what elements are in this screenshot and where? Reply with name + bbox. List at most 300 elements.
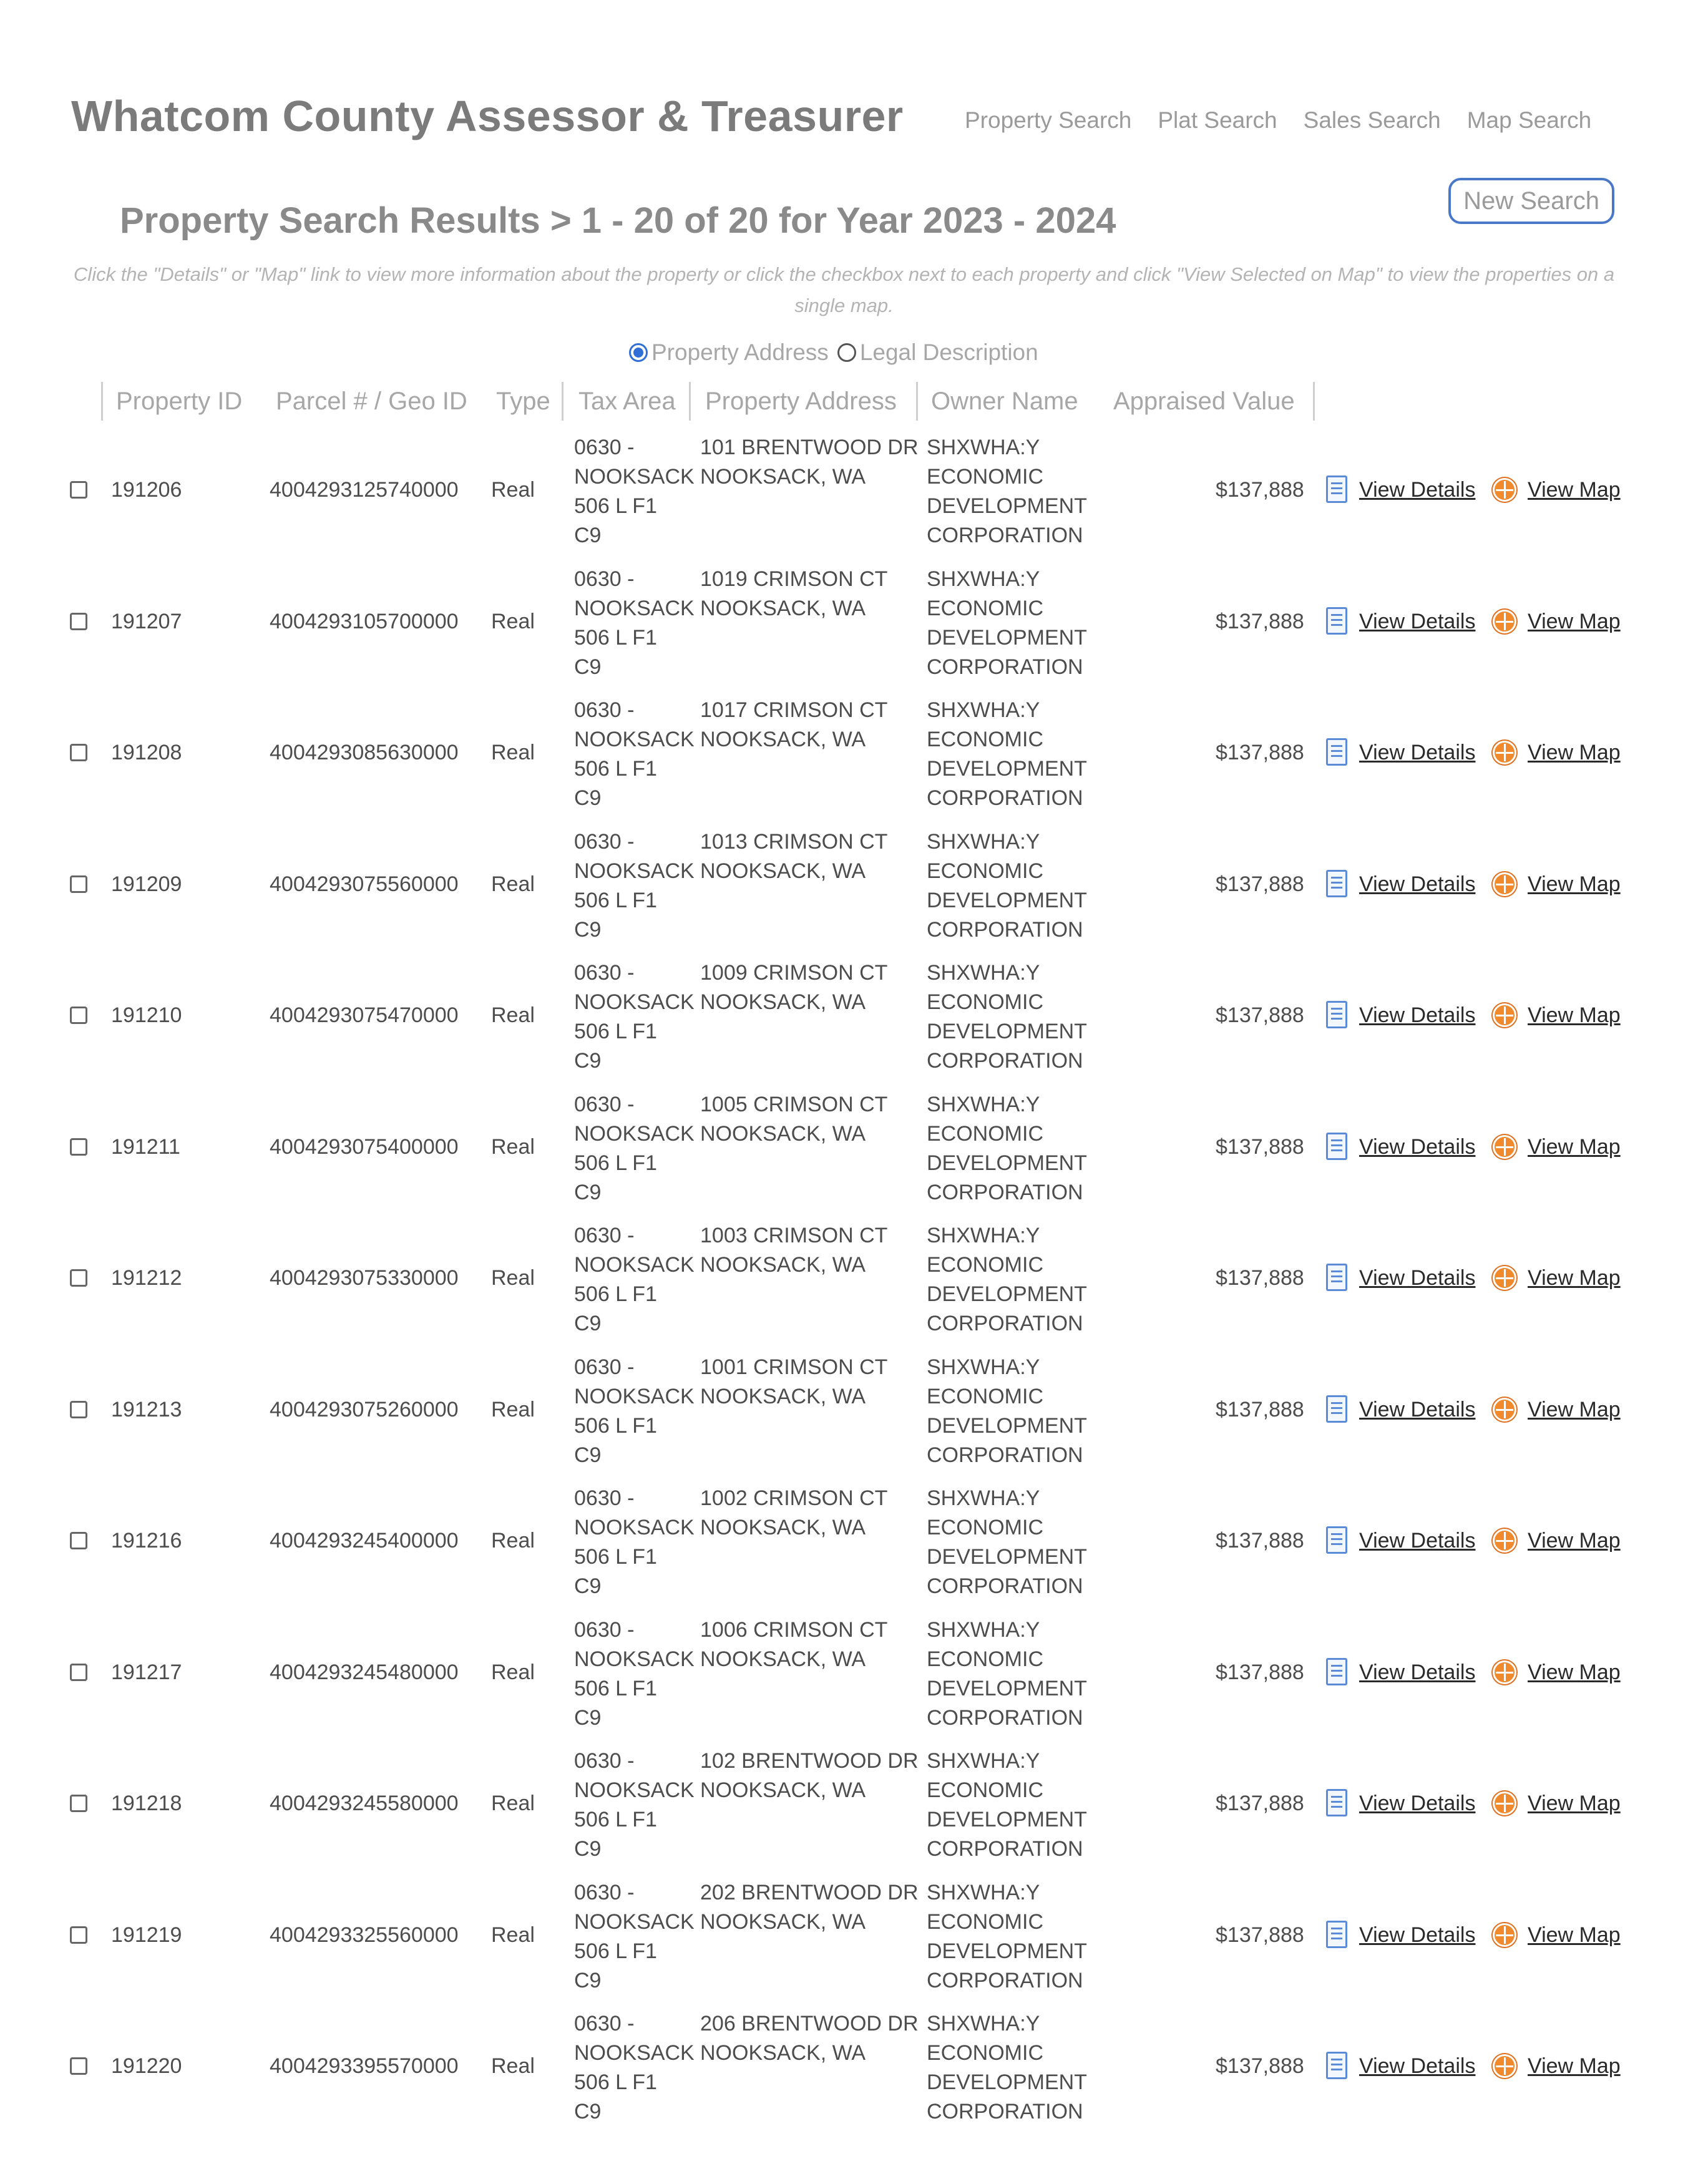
- top-nav: [965, 107, 1591, 134]
- table-row: [0, 1873, 1688, 2004]
- tax-area: [574, 1878, 695, 1996]
- owner-line: CORPORATION: [927, 1049, 1083, 1073]
- tax-area-line: 0630 -: [574, 698, 635, 722]
- header-divider: [1313, 382, 1315, 421]
- col-parcel-geo-id[interactable]: Parcel # / Geo ID: [276, 388, 467, 415]
- table-row: [0, 1611, 1688, 1741]
- nav-plat-search[interactable]: Plat Search: [1158, 107, 1277, 133]
- property-address-label: Property Address: [651, 339, 829, 365]
- tax-area-line: C9: [574, 655, 602, 679]
- property-id: 191217: [111, 1660, 182, 1684]
- owner-line: CORPORATION: [927, 1705, 1083, 1730]
- owner-line: DEVELOPMENT: [927, 1939, 1087, 1963]
- document-icon[interactable]: [1326, 1133, 1347, 1160]
- view-map-link[interactable]: View Map: [1528, 1397, 1621, 1421]
- row-select-checkbox[interactable]: [70, 1664, 87, 1681]
- owner-line: SHXWHA:Y: [927, 1355, 1040, 1379]
- tax-area-line: C9: [574, 1312, 602, 1335]
- tax-area-line: NOOKSACK: [574, 728, 695, 751]
- view-details-link[interactable]: View Details: [1359, 1397, 1476, 1421]
- table-row: [0, 1742, 1688, 1872]
- appraised-value: $137,888: [1216, 1529, 1304, 1553]
- map-target-icon[interactable]: [1493, 1529, 1516, 1553]
- header-divider: [689, 382, 691, 421]
- document-icon[interactable]: [1326, 1658, 1347, 1685]
- address-line: NOOKSACK, WA: [700, 596, 866, 620]
- tax-area-line: C9: [574, 1837, 602, 1861]
- map-target-icon[interactable]: [1493, 741, 1516, 764]
- map-target-icon[interactable]: [1493, 872, 1516, 896]
- tax-area-line: NOOKSACK: [574, 596, 695, 620]
- tax-area-line: 506 L F1: [574, 1808, 657, 1831]
- owner-line: CORPORATION: [927, 655, 1083, 679]
- property-address: [700, 1484, 887, 1543]
- row-select-checkbox[interactable]: [70, 2057, 87, 2075]
- parcel-geo-id: 4004293395570000: [270, 2054, 459, 2078]
- property-id: 191210: [111, 1003, 182, 1027]
- property-id: 191212: [111, 1266, 182, 1290]
- owner-line: ECONOMIC: [927, 1121, 1043, 1146]
- owner-line: CORPORATION: [927, 2100, 1083, 2123]
- owner-line: SHXWHA:Y: [927, 829, 1040, 854]
- view-details-link[interactable]: View Details: [1359, 1529, 1476, 1553]
- col-appraised-value[interactable]: Appraised Value: [1113, 388, 1295, 415]
- results-title: Property Search Results > 1 - 20 of 20 for Year 2023 - 2024: [120, 200, 1116, 241]
- view-details-link[interactable]: View Details: [1359, 1923, 1476, 1947]
- tax-area-line: 506 L F1: [574, 625, 657, 650]
- owner-name: [927, 1616, 1087, 1733]
- address-line: 1006 CRIMSON CT: [700, 1617, 888, 1642]
- tax-area: [574, 1747, 695, 1864]
- owner-line: DEVELOPMENT: [927, 888, 1087, 912]
- address-line: NOOKSACK, WA: [700, 2041, 866, 2065]
- address-line: 1002 CRIMSON CT: [700, 1486, 888, 1510]
- property-address: [700, 1616, 887, 1674]
- document-icon[interactable]: [1326, 1921, 1347, 1948]
- tax-area-line: 506 L F1: [574, 757, 657, 781]
- legal-description-radio[interactable]: [837, 343, 856, 362]
- view-map-link[interactable]: View Map: [1528, 1266, 1621, 1290]
- property-type: Real: [491, 1660, 535, 1684]
- tax-area-line: 0630 -: [574, 436, 635, 459]
- property-id: 191209: [111, 872, 182, 896]
- owner-line: SHXWHA:Y: [927, 1749, 1040, 1773]
- tax-area-line: C9: [574, 1968, 602, 1992]
- map-target-icon[interactable]: [1493, 1266, 1516, 1290]
- row-select-checkbox[interactable]: [70, 1269, 87, 1287]
- tax-area-line: C9: [574, 1443, 602, 1467]
- map-target-icon[interactable]: [1493, 1135, 1516, 1159]
- property-type: Real: [491, 741, 535, 764]
- row-select-checkbox[interactable]: [70, 1795, 87, 1812]
- tax-area-line: NOOKSACK: [574, 2041, 695, 2065]
- address-line: NOOKSACK, WA: [700, 1121, 866, 1146]
- property-address: [700, 433, 919, 492]
- property-type: Real: [491, 1003, 535, 1027]
- document-icon[interactable]: [1326, 1395, 1347, 1423]
- row-select-checkbox[interactable]: [70, 875, 87, 893]
- view-map-link[interactable]: View Map: [1528, 478, 1621, 502]
- tax-area-line: 506 L F1: [574, 1282, 657, 1306]
- col-property-id[interactable]: Property ID: [116, 388, 243, 415]
- address-line: 1009 CRIMSON CT: [700, 961, 888, 985]
- property-address: [700, 1090, 887, 1149]
- owner-line: ECONOMIC: [927, 1516, 1043, 1539]
- address-line: NOOKSACK, WA: [700, 990, 866, 1014]
- tax-area-line: NOOKSACK: [574, 859, 695, 883]
- owner-line: ECONOMIC: [927, 990, 1043, 1014]
- tax-area-line: 0630 -: [574, 567, 635, 591]
- property-id: 191211: [111, 1134, 180, 1159]
- tax-area-line: 0630 -: [574, 2012, 635, 2035]
- row-select-checkbox[interactable]: [70, 1532, 87, 1549]
- tax-area: [574, 696, 695, 813]
- property-id: 191216: [111, 1529, 182, 1553]
- property-address: [700, 696, 887, 754]
- address-line: 1019 CRIMSON CT: [700, 567, 888, 591]
- property-id: 191206: [111, 478, 182, 502]
- tax-area-line: 506 L F1: [574, 1676, 657, 1700]
- parcel-geo-id: 4004293075560000: [270, 872, 459, 896]
- owner-name: [927, 958, 1087, 1076]
- parcel-geo-id: 4004293105700000: [270, 609, 459, 633]
- address-line: 1017 CRIMSON CT: [700, 698, 888, 722]
- tax-area: [574, 1484, 695, 1601]
- owner-name: [927, 565, 1087, 682]
- view-map-link[interactable]: View Map: [1528, 1134, 1621, 1159]
- property-type: Real: [491, 2054, 535, 2078]
- appraised-value: $137,888: [1216, 478, 1304, 502]
- address-line: 101 BRENTWOOD DR: [700, 436, 919, 459]
- map-target-icon[interactable]: [1493, 1660, 1516, 1684]
- appraised-value: $137,888: [1216, 609, 1304, 633]
- property-type: Real: [491, 1923, 535, 1947]
- owner-line: CORPORATION: [927, 1574, 1083, 1598]
- header-divider: [562, 382, 563, 421]
- row-select-checkbox[interactable]: [70, 1926, 87, 1944]
- tax-area-line: 0630 -: [574, 1880, 635, 1904]
- parcel-geo-id: 4004293245400000: [270, 1529, 459, 1553]
- address-line: NOOKSACK, WA: [700, 728, 866, 751]
- row-select-checkbox[interactable]: [70, 613, 87, 630]
- view-map-link[interactable]: View Map: [1528, 1792, 1621, 1815]
- appraised-value: $137,888: [1216, 1266, 1304, 1290]
- table-row: [0, 1348, 1688, 1478]
- tax-area-line: 0630 -: [574, 1749, 635, 1773]
- parcel-geo-id: 4004293245580000: [270, 1792, 459, 1815]
- map-target-icon[interactable]: [1493, 2054, 1516, 2078]
- owner-line: CORPORATION: [927, 786, 1083, 810]
- address-line: NOOKSACK, WA: [700, 1516, 866, 1539]
- tax-area-line: 506 L F1: [574, 1413, 657, 1438]
- view-map-link[interactable]: View Map: [1528, 2054, 1621, 2078]
- owner-line: CORPORATION: [927, 917, 1083, 942]
- new-search-button[interactable]: New Search: [1448, 178, 1614, 224]
- property-address: [700, 1747, 919, 1805]
- address-line: 1005 CRIMSON CT: [700, 1092, 888, 1116]
- tax-area-line: C9: [574, 1180, 602, 1204]
- owner-line: DEVELOPMENT: [927, 1413, 1087, 1438]
- document-icon[interactable]: [1326, 1789, 1347, 1816]
- property-id: 191220: [111, 2054, 182, 2078]
- property-type: Real: [491, 609, 535, 633]
- tax-area-line: 506 L F1: [574, 2070, 657, 2094]
- tax-area-line: NOOKSACK: [574, 1121, 695, 1146]
- property-address: [700, 1353, 887, 1411]
- tax-area-line: 506 L F1: [574, 1151, 657, 1175]
- tax-area-line: C9: [574, 1049, 602, 1073]
- owner-line: DEVELOPMENT: [927, 625, 1087, 650]
- row-select-checkbox[interactable]: [70, 481, 87, 499]
- owner-line: ECONOMIC: [927, 465, 1043, 489]
- owner-line: DEVELOPMENT: [927, 1808, 1087, 1831]
- view-details-link[interactable]: View Details: [1359, 478, 1476, 502]
- property-address: [700, 2009, 919, 2068]
- col-property-address[interactable]: Property Address: [705, 388, 897, 415]
- property-type: Real: [491, 1397, 535, 1421]
- tax-area: [574, 1090, 695, 1207]
- tax-area-line: C9: [574, 524, 602, 547]
- owner-line: SHXWHA:Y: [927, 961, 1040, 985]
- owner-line: SHXWHA:Y: [927, 2012, 1040, 2035]
- tax-area-line: NOOKSACK: [574, 1647, 695, 1671]
- tax-area-line: NOOKSACK: [574, 1778, 695, 1802]
- address-line: NOOKSACK, WA: [700, 1384, 866, 1408]
- owner-line: DEVELOPMENT: [927, 2070, 1087, 2094]
- row-select-checkbox[interactable]: [70, 744, 87, 761]
- view-map-link[interactable]: View Map: [1528, 872, 1621, 896]
- legal-description-label: Legal Description: [859, 339, 1038, 365]
- owner-name: [927, 1090, 1087, 1207]
- owner-line: DEVELOPMENT: [927, 1020, 1087, 1043]
- owner-line: CORPORATION: [927, 1312, 1083, 1335]
- tax-area-line: 0630 -: [574, 829, 635, 854]
- tax-area-line: C9: [574, 1574, 602, 1598]
- property-address-radio[interactable]: [629, 343, 648, 362]
- tax-area-line: 0630 -: [574, 1617, 635, 1642]
- address-line: 206 BRENTWOOD DR: [700, 2012, 919, 2035]
- owner-line: SHXWHA:Y: [927, 1880, 1040, 1904]
- property-type: Real: [491, 478, 535, 502]
- document-icon[interactable]: [1326, 1264, 1347, 1291]
- property-id: 191218: [111, 1792, 182, 1815]
- tax-area-line: NOOKSACK: [574, 1516, 695, 1539]
- map-target-icon[interactable]: [1493, 1923, 1516, 1947]
- table-row: [0, 1216, 1688, 1347]
- document-icon[interactable]: [1326, 475, 1347, 503]
- address-line: NOOKSACK, WA: [700, 859, 866, 883]
- view-details-link[interactable]: View Details: [1359, 1792, 1476, 1815]
- table-row: [0, 1479, 1688, 1609]
- appraised-value: $137,888: [1216, 1792, 1304, 1815]
- owner-line: SHXWHA:Y: [927, 1486, 1040, 1510]
- property-type: Real: [491, 1266, 535, 1290]
- owner-name: [927, 696, 1087, 813]
- map-target-icon[interactable]: [1493, 1003, 1516, 1027]
- col-type[interactable]: Type: [496, 388, 550, 415]
- view-details-link[interactable]: View Details: [1359, 2054, 1476, 2078]
- view-details-link[interactable]: View Details: [1359, 1660, 1476, 1684]
- owner-name: [927, 1221, 1087, 1338]
- owner-line: CORPORATION: [927, 1837, 1083, 1861]
- view-details-link[interactable]: View Details: [1359, 1003, 1476, 1027]
- tax-area-line: 0630 -: [574, 961, 635, 985]
- tax-area-line: NOOKSACK: [574, 1253, 695, 1277]
- address-line: 1003 CRIMSON CT: [700, 1224, 888, 1247]
- owner-name: [927, 1878, 1087, 1996]
- table-row: [0, 1085, 1688, 1216]
- owner-line: CORPORATION: [927, 524, 1083, 547]
- owner-line: DEVELOPMENT: [927, 1151, 1087, 1175]
- owner-line: SHXWHA:Y: [927, 1224, 1040, 1247]
- appraised-value: $137,888: [1216, 1134, 1304, 1159]
- tax-area-line: C9: [574, 2100, 602, 2123]
- map-target-icon[interactable]: [1493, 478, 1516, 502]
- nav-map-search[interactable]: Map Search: [1466, 107, 1592, 133]
- property-id: 191213: [111, 1397, 182, 1421]
- appraised-value: $137,888: [1216, 872, 1304, 896]
- parcel-geo-id: 4004293075330000: [270, 1266, 459, 1290]
- address-line: NOOKSACK, WA: [700, 1778, 866, 1802]
- property-address: [700, 958, 887, 1017]
- tax-area: [574, 433, 695, 550]
- appraised-value: $137,888: [1216, 1003, 1304, 1027]
- owner-line: SHXWHA:Y: [927, 698, 1040, 722]
- owner-line: SHXWHA:Y: [927, 436, 1040, 459]
- table-row: [0, 822, 1688, 953]
- table-row: [0, 953, 1688, 1084]
- view-map-link[interactable]: View Map: [1528, 1660, 1621, 1684]
- owner-line: ECONOMIC: [927, 1384, 1043, 1408]
- tax-area-line: 506 L F1: [574, 1939, 657, 1963]
- owner-name: [927, 1353, 1087, 1470]
- view-map-link[interactable]: View Map: [1528, 1923, 1621, 1947]
- parcel-geo-id: 4004293075470000: [270, 1003, 459, 1027]
- tax-area: [574, 1616, 695, 1733]
- map-target-icon[interactable]: [1493, 1398, 1516, 1421]
- owner-name: [927, 1484, 1087, 1601]
- owner-line: DEVELOPMENT: [927, 1282, 1087, 1306]
- table-row: [0, 560, 1688, 690]
- owner-name: [927, 827, 1087, 945]
- nav-sales-search[interactable]: Sales Search: [1303, 107, 1441, 133]
- owner-line: SHXWHA:Y: [927, 1092, 1040, 1116]
- tax-area-line: 506 L F1: [574, 494, 657, 518]
- view-details-link[interactable]: View Details: [1359, 1266, 1476, 1290]
- property-type: Real: [491, 872, 535, 896]
- address-line: 1001 CRIMSON CT: [700, 1355, 888, 1379]
- tax-area-line: NOOKSACK: [574, 465, 695, 489]
- document-icon[interactable]: [1326, 870, 1347, 897]
- view-details-link[interactable]: View Details: [1359, 609, 1476, 633]
- view-map-link[interactable]: View Map: [1528, 1529, 1621, 1553]
- property-address: [700, 565, 887, 623]
- owner-line: SHXWHA:Y: [927, 1617, 1040, 1642]
- tax-area-line: 0630 -: [574, 1355, 635, 1379]
- instructions-text: Click the "Details" or "Map" link to view more information about the property or click the checkbox next to each property and click "View Selected on Map" to view the properties on a single map.: [73, 263, 1615, 316]
- address-line: 102 BRENTWOOD DR: [700, 1749, 919, 1773]
- document-icon[interactable]: [1326, 607, 1347, 635]
- address-line: NOOKSACK, WA: [700, 465, 866, 489]
- tax-area-line: C9: [574, 786, 602, 810]
- address-line: NOOKSACK, WA: [700, 1647, 866, 1671]
- owner-line: ECONOMIC: [927, 1253, 1043, 1277]
- tax-area: [574, 1353, 695, 1470]
- property-id: 191219: [111, 1923, 182, 1947]
- map-target-icon[interactable]: [1493, 1792, 1516, 1815]
- header-divider: [916, 382, 918, 421]
- tax-area-line: 506 L F1: [574, 888, 657, 912]
- row-select-checkbox[interactable]: [70, 1007, 87, 1024]
- property-type: Real: [491, 1134, 535, 1159]
- owner-line: ECONOMIC: [927, 596, 1043, 620]
- view-map-link[interactable]: View Map: [1528, 741, 1621, 764]
- appraised-value: $137,888: [1216, 741, 1304, 764]
- app-title: Whatcom County Assessor & Treasurer: [71, 92, 904, 140]
- document-icon[interactable]: [1326, 2052, 1347, 2079]
- owner-line: DEVELOPMENT: [927, 757, 1087, 781]
- tax-area-line: NOOKSACK: [574, 990, 695, 1014]
- owner-line: ECONOMIC: [927, 1647, 1043, 1671]
- view-details-link[interactable]: View Details: [1359, 741, 1476, 764]
- property-address: [700, 1878, 919, 1937]
- owner-line: ECONOMIC: [927, 1909, 1043, 1934]
- owner-name: [927, 433, 1087, 550]
- address-line: 202 BRENTWOOD DR: [700, 1880, 919, 1904]
- tax-area: [574, 565, 695, 682]
- owner-line: ECONOMIC: [927, 2041, 1043, 2065]
- owner-line: ECONOMIC: [927, 859, 1043, 883]
- tax-area-line: NOOKSACK: [574, 1384, 695, 1408]
- owner-line: SHXWHA:Y: [927, 567, 1040, 591]
- parcel-geo-id: 4004293325560000: [270, 1923, 459, 1947]
- tax-area-line: C9: [574, 917, 602, 942]
- address-line: 1013 CRIMSON CT: [700, 829, 888, 854]
- parcel-geo-id: 4004293245480000: [270, 1660, 459, 1684]
- table-row: [0, 2004, 1688, 2135]
- owner-line: ECONOMIC: [927, 1778, 1043, 1802]
- col-owner-name[interactable]: Owner Name: [931, 388, 1078, 415]
- search-mode-selector: [629, 337, 1047, 368]
- tax-area: [574, 958, 695, 1076]
- tax-area-line: 506 L F1: [574, 1020, 657, 1043]
- address-line: NOOKSACK, WA: [700, 1909, 866, 1934]
- row-select-checkbox[interactable]: [70, 1401, 87, 1418]
- tax-area: [574, 2009, 695, 2127]
- owner-name: [927, 2009, 1087, 2127]
- view-details-link[interactable]: View Details: [1359, 872, 1476, 896]
- parcel-geo-id: 4004293075400000: [270, 1134, 459, 1159]
- property-type: Real: [491, 1792, 535, 1815]
- view-details-link[interactable]: View Details: [1359, 1134, 1476, 1159]
- tax-area-line: 0630 -: [574, 1092, 635, 1116]
- header-divider: [101, 382, 103, 421]
- view-map-link[interactable]: View Map: [1528, 1003, 1621, 1027]
- document-icon[interactable]: [1326, 1001, 1347, 1028]
- view-map-link[interactable]: View Map: [1528, 609, 1621, 633]
- owner-line: DEVELOPMENT: [927, 1676, 1087, 1700]
- map-target-icon[interactable]: [1493, 610, 1516, 633]
- col-tax-area[interactable]: Tax Area: [578, 388, 676, 415]
- document-icon[interactable]: [1326, 738, 1347, 766]
- parcel-geo-id: 4004293075260000: [270, 1397, 459, 1421]
- tax-area-line: NOOKSACK: [574, 1909, 695, 1934]
- document-icon[interactable]: [1326, 1526, 1347, 1554]
- row-select-checkbox[interactable]: [70, 1138, 87, 1156]
- table-row: [0, 428, 1688, 558]
- property-id: 191208: [111, 741, 182, 764]
- nav-property-search[interactable]: Property Search: [965, 107, 1132, 133]
